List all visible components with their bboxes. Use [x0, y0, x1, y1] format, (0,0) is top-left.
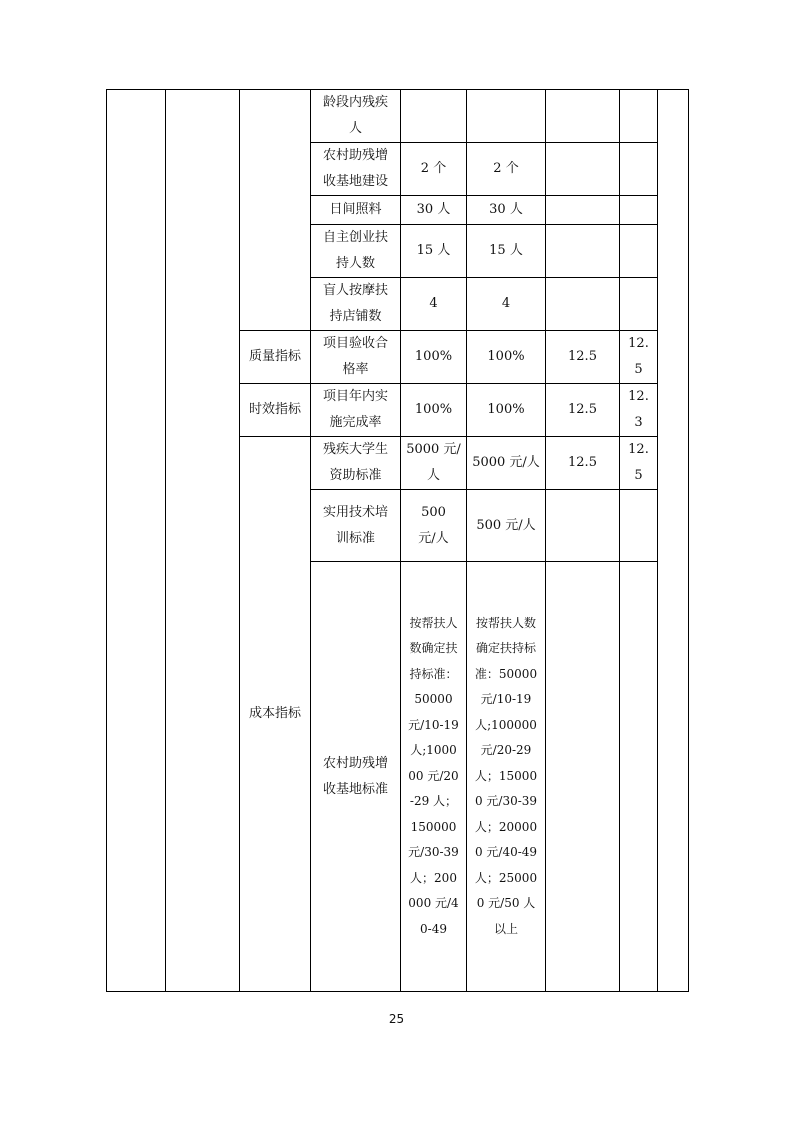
indicator-name-cell: 盲人按摩扶持店铺数	[311, 278, 401, 331]
indicator-category-cell: 质量指标	[240, 331, 311, 384]
actual-value-cell: 30 人	[467, 196, 546, 225]
score-cell: 12. 5	[620, 331, 658, 384]
table-cell-empty	[166, 90, 240, 992]
table-cell-empty	[240, 90, 311, 331]
target-value-cell	[401, 90, 467, 143]
score-cell	[620, 490, 658, 562]
weight-cell	[546, 490, 620, 562]
weight-cell	[546, 196, 620, 225]
table-cell-empty	[107, 90, 166, 992]
indicator-name-cell: 项目年内实施完成率	[311, 384, 401, 437]
weight-cell: 12.5	[546, 331, 620, 384]
table-row	[107, 90, 689, 143]
score-cell	[620, 90, 658, 143]
actual-value-cell: 500 元/人	[467, 490, 546, 562]
score-cell	[620, 225, 658, 278]
score-cell	[620, 278, 658, 331]
score-cell	[620, 143, 658, 196]
weight-cell	[546, 562, 620, 992]
actual-value-cell: 按帮扶人数确定扶持标准：50000 元/10-19 人;100000 元/20-29 人；150000 元/30-39 人；200000 元/40-49 人；250000 元/50 人以上	[467, 562, 546, 992]
target-value-cell: 100%	[401, 384, 467, 437]
page-number: 25	[388, 1012, 405, 1026]
actual-value-cell: 5000 元/人	[467, 437, 546, 490]
indicator-name-cell: 农村助残增收基地标准	[311, 562, 401, 992]
weight-cell	[546, 143, 620, 196]
weight-cell: 12.5	[546, 384, 620, 437]
indicator-name-cell: 自主创业扶持人数	[311, 225, 401, 278]
indicator-name-cell: 日间照料	[311, 196, 401, 225]
target-value-cell: 15 人	[401, 225, 467, 278]
performance-indicator-table	[106, 89, 689, 992]
indicator-name-cell: 残疾大学生资助标准	[311, 437, 401, 490]
score-cell: 12. 3	[620, 384, 658, 437]
score-cell	[620, 562, 658, 992]
actual-value-cell: 100%	[467, 331, 546, 384]
weight-cell	[546, 90, 620, 143]
score-cell: 12. 5	[620, 437, 658, 490]
target-value-cell: 500 元/人	[401, 490, 467, 562]
weight-cell	[546, 225, 620, 278]
target-value-cell: 100%	[401, 331, 467, 384]
actual-value-cell	[467, 90, 546, 143]
target-value-cell: 2 个	[401, 143, 467, 196]
actual-value-cell: 4	[467, 278, 546, 331]
indicator-category-cell: 时效指标	[240, 384, 311, 437]
indicator-category-cell: 成本指标	[240, 437, 311, 992]
score-cell	[620, 196, 658, 225]
indicator-name-cell: 龄段内残疾人	[311, 90, 401, 143]
actual-value-cell: 2 个	[467, 143, 546, 196]
indicator-name-cell: 实用技术培训标准	[311, 490, 401, 562]
target-value-cell: 按帮扶人数确定扶持标准：50000 元/10-19 人;100000 元/20-29 人；150000 元/30-39 人；200000 元/40-49	[401, 562, 467, 992]
weight-cell	[546, 278, 620, 331]
remarks-cell	[658, 90, 689, 992]
weight-cell: 12.5	[546, 437, 620, 490]
indicator-name-cell: 项目验收合格率	[311, 331, 401, 384]
target-value-cell: 30 人	[401, 196, 467, 225]
target-value-cell: 5000 元/人	[401, 437, 467, 490]
actual-value-cell: 15 人	[467, 225, 546, 278]
indicator-name-cell: 农村助残增收基地建设	[311, 143, 401, 196]
target-value-cell: 4	[401, 278, 467, 331]
actual-value-cell: 100%	[467, 384, 546, 437]
